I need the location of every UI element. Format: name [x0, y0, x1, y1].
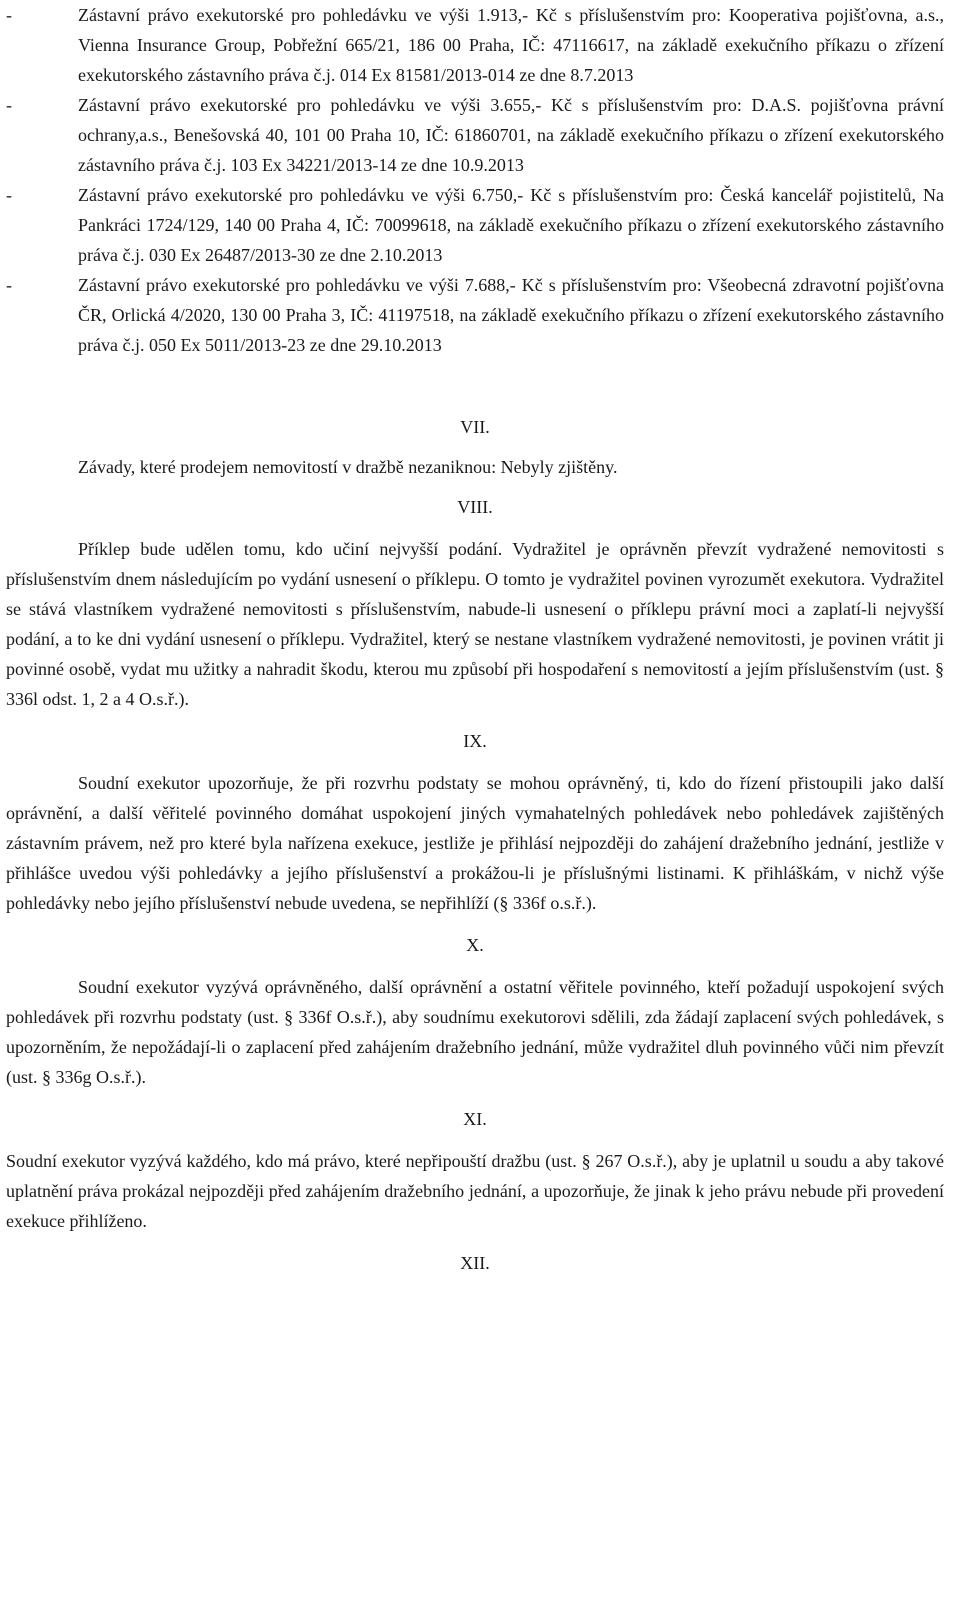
section-x-text: Soudní exekutor vyzývá oprávněného, další oprávnění a ostatní věřitele povinného, kteří požadují uspokojení svých pohledávek při rozvrhu podstaty (ust. § 336f O.s.ř.), aby soudnímu exekutorovi sdělili, zda žádají zaplacení svých pohledávek, s upozorněním, že nepožádají-li o zaplacení před zahájením dražebního jednání, může vydražitel dluh povinného vůči nim převzít (ust. § 336g O.s.ř.). — [6, 977, 944, 1087]
section-x-heading: X. — [466, 935, 484, 955]
section-ix-heading: IX. — [463, 731, 487, 751]
section-viii-heading: VIII. — [457, 497, 493, 517]
section-viii-text: Příklep bude udělen tomu, kdo učiní nejvyšší podání. Vydražitel je oprávněn převzít vydražené nemovitosti s příslušenstvím dnem následujícím po vydání usnesení o příklepu. O tomto je vydražitel povinen vyrozumět exekutora. Vydražitel se stává vlastníkem vydražené nemovitosti s příslušenstvím, nabude-li usnesení o příklepu právní moci a zaplatí-li nejvyšší podání, a to ke dni vydání usnesení o příklepu. Vydražitel, který se nestane vlastníkem vydražené nemovitosti, je povinen vrátit ji povinné osobě, vydat mu užitky a nahradit škodu, kterou mu způsobí při hospodaření s nemovitostí a jejím příslušenstvím (ust. § 336l odst. 1, 2 a 4 O.s.ř.). — [6, 539, 944, 709]
lien-item-1: - Zástavní právo exekutorské pro pohledávku ve výši 1.913,- Kč s příslušenstvím pro: Kooperativa pojišťovna, a.s., Vienna Insurance Group, Pobřežní 665/21, 186 00 Praha, IČ: 47116617, na základě exekučního příkazu o zřízení exekutorského zástavního práva č.j. 014 Ex 81581/2013-014 ze dne 8.7.2013 — [6, 0, 944, 90]
section-viii — [6, 492, 944, 714]
section-xi-text: Soudní exekutor vyzývá každého, kdo má právo, které nepřipouští dražbu (ust. § 267 O.s.ř.), aby je uplatnil u soudu a aby takové uplatnění práva prokázal nejpozději před zahájením dražebního jednání, a upozorňuje, že jinak k jeho právu nebude při provedení exekuce přihlíženo. — [6, 1151, 944, 1231]
section-xii-heading: XII. — [460, 1253, 490, 1273]
section-ix-text: Soudní exekutor upozorňuje, že při rozvrhu podstaty se mohou oprávněný, ti, kdo do řízení přistoupili jako další oprávnění, a další věřitelé povinného domáhat uspokojení jiných vymahatelných pohledávek nebo pohledávek zajištěných zástavním právem, než pro které byla nařízena exekuce, jestliže je přihlásí nejpozději do zahájení dražebního jednání, jestliže v přihlášce uvedou výši pohledávky a jejího příslušenství a prokážou-li je příslušnými listinami. K přihláškám, v nichž výše pohledávky nebo jejího příslušenství nebude uvedena, se nepřihlíží (§ 336f o.s.ř.). — [6, 773, 944, 913]
section-ix — [6, 726, 944, 918]
section-vii-text: Závady, které prodejem nemovitostí v dražbě nezaniknou: Nebyly zjištěny. — [78, 457, 618, 477]
section-xi-heading: XI. — [463, 1109, 487, 1129]
section-xi — [6, 1104, 944, 1236]
lien-item-4: - Zástavní právo exekutorské pro pohledávku ve výši 7.688,- Kč s příslušenstvím pro: Všeobecná zdravotní pojišťovna ČR, Orlická 4/2020, 130 00 Praha 3, IČ: 41197518, na základě exekučního příkazu o zřízení exekutorského zástavního práva č.j. 050 Ex 5011/2013-23 ze dne 29.10.2013 — [6, 270, 944, 360]
lien-item-3: - Zástavní právo exekutorské pro pohledávku ve výši 6.750,- Kč s příslušenstvím pro: Česká kancelář pojistitelů, Na Pankráci 1724/129, 140 00 Praha 4, IČ: 70099618, na základě exekučního příkazu o zřízení exekutorského zástavního práva č.j. 030 Ex 26487/2013-30 ze dne 2.10.2013 — [6, 180, 944, 270]
document-page — [6, 0, 944, 1278]
lien-list — [6, 0, 944, 360]
section-x — [6, 930, 944, 1092]
section-vii — [6, 412, 944, 482]
section-xii — [6, 1248, 944, 1278]
lien-item-2: - Zástavní právo exekutorské pro pohledávku ve výši 3.655,- Kč s příslušenstvím pro: D.A.S. pojišťovna právní ochrany,a.s., Benešovská 40, 101 00 Praha 10, IČ: 61860701, na základě exekučního příkazu o zřízení exekutorského zástavního práva č.j. 103 Ex 34221/2013-14 ze dne 10.9.2013 — [6, 90, 944, 180]
section-vii-heading: VII. — [460, 417, 490, 437]
